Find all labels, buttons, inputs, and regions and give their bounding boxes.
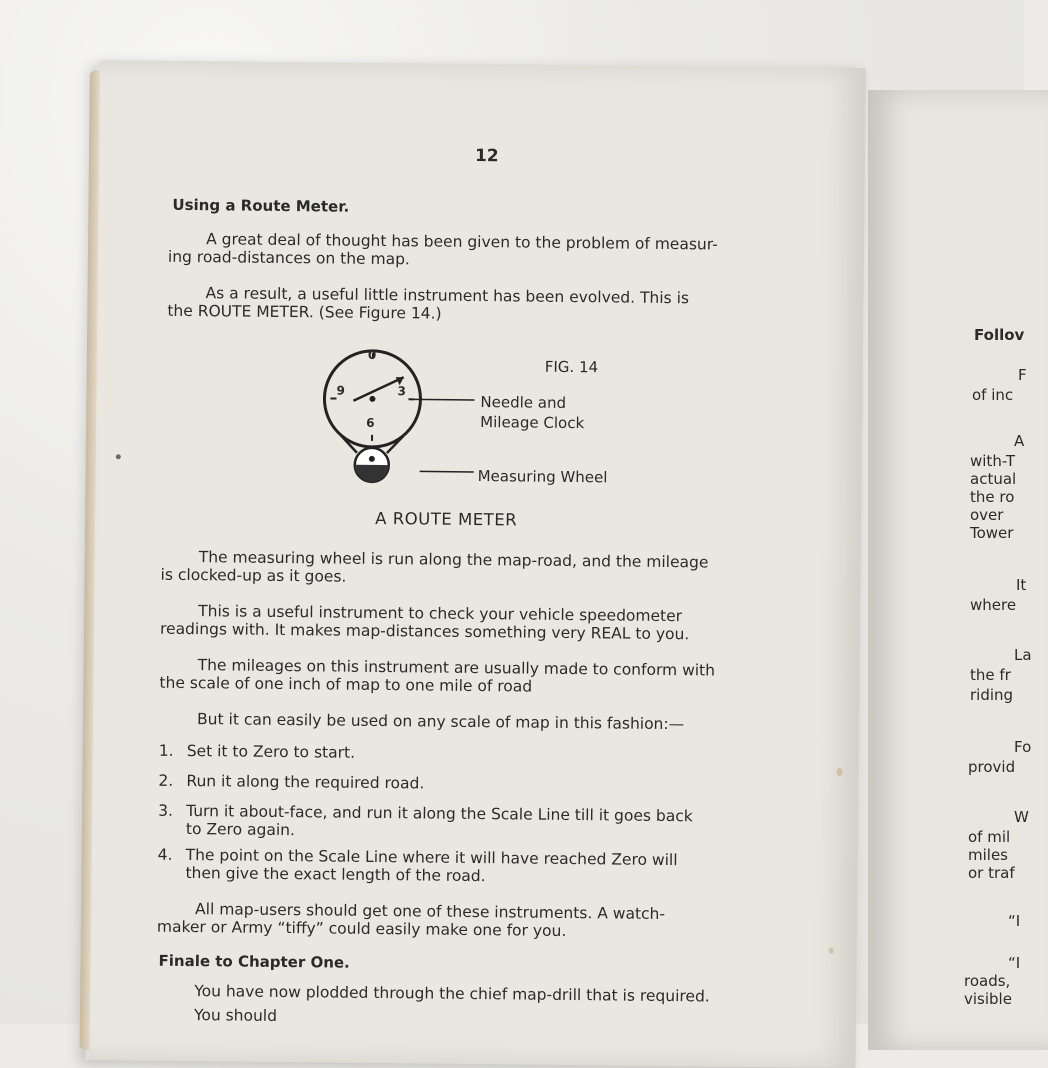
right-page-text: It	[1016, 576, 1026, 594]
list-item: The point on the Scale Line where it will have reached Zero will	[186, 845, 678, 870]
right-page-heading: Follov	[974, 326, 1024, 344]
list-item: to Zero again.	[186, 819, 295, 840]
right-page-text: miles	[968, 846, 1008, 864]
right-page-text: the fr	[970, 666, 1011, 684]
paragraph-line: But it can easily be used on any scale of map in this fashion:—	[197, 709, 684, 734]
list-item: Run it along the required road.	[186, 771, 424, 793]
figure-label: FIG. 14	[545, 357, 599, 378]
right-page-text: over	[970, 506, 1003, 524]
right-page-text: Fo	[1014, 738, 1031, 756]
list-item: then give the exact length of the road.	[185, 863, 485, 886]
right-page-text: “I	[1008, 954, 1020, 972]
right-page-text: W	[1014, 808, 1029, 826]
needle	[353, 377, 403, 402]
callout-lines	[412, 393, 483, 484]
paragraph-line: The mileages on this instrument are usually made to conform with	[198, 655, 716, 680]
dial-number-3: 3	[397, 381, 406, 401]
right-page-text: where	[970, 596, 1016, 614]
right-page-text: Tower	[970, 524, 1013, 542]
list-item: Turn it about-face, and run it along the Scale Line till it goes back	[186, 801, 693, 826]
list-number: 1.	[159, 741, 174, 761]
right-page-text: the ro	[970, 488, 1014, 506]
paragraph-line: You should	[194, 1005, 277, 1026]
paragraph-line: ing road-distances on the map.	[168, 247, 410, 270]
callout-needle-line2: Mileage Clock	[480, 412, 584, 433]
list-number: 3.	[158, 801, 173, 821]
right-page-text: riding	[970, 686, 1013, 704]
right-page-text: visible	[964, 990, 1012, 1008]
paragraph-line: The measuring wheel is run along the map-road, and the mileage	[199, 547, 709, 572]
list-number: 2.	[158, 771, 173, 791]
right-page-text: La	[1014, 646, 1032, 664]
callout-wheel: Measuring Wheel	[478, 466, 608, 487]
right-page-text: of inc	[972, 386, 1013, 404]
paragraph-line: All map-users should get one of these instruments. A watch-	[195, 899, 665, 924]
right-page-text: A	[1014, 432, 1024, 450]
paragraph-line: maker or Army “tiffy” could easily make one for you.	[157, 917, 567, 941]
right-page-text: of mil	[968, 828, 1010, 846]
right-page-text: with-T	[970, 452, 1015, 470]
list-number: 4.	[158, 845, 173, 865]
left-page	[86, 60, 866, 1068]
dial-number-0: 0	[368, 345, 377, 365]
paragraph-line: As a result, a useful little instrument has been evolved. This is	[205, 283, 689, 308]
ink-dot	[116, 454, 121, 459]
dial-number-6: 6	[366, 413, 375, 433]
paragraph-line: You have now plodded through the chief map-drill that is required.	[194, 981, 710, 1006]
figure-caption: A ROUTE METER	[375, 509, 517, 530]
page-number: 12	[475, 146, 499, 166]
paragraph-line: A great deal of thought has been given to the problem of measur-	[206, 229, 718, 254]
right-page-text: provid	[968, 758, 1015, 776]
right-page	[868, 90, 1048, 1050]
right-page-text: actual	[970, 470, 1016, 488]
section-heading: Finale to Chapter One.	[158, 951, 349, 973]
callout-needle-line1: Needle and	[480, 392, 566, 413]
paragraph-line: readings with. It makes map-distances something very REAL to you.	[160, 619, 689, 645]
paragraph-line: is clocked-up as it goes.	[161, 565, 347, 587]
right-page-text: or traf	[968, 864, 1015, 882]
right-page-text: roads,	[964, 972, 1010, 990]
age-spot	[837, 768, 843, 776]
paragraph-line: the ROUTE METER. (See Figure 14.)	[167, 301, 441, 324]
right-page-text: F	[1018, 366, 1027, 384]
dial-number-9: 9	[336, 381, 345, 401]
section-heading: Using a Route Meter.	[172, 195, 349, 217]
right-page-text: “I	[1008, 912, 1020, 930]
age-spot	[829, 948, 834, 954]
list-item: Set it to Zero to start.	[187, 741, 355, 763]
paragraph-line: This is a useful instrument to check your vehicle speedometer	[198, 601, 682, 626]
paragraph-line: the scale of one inch of map to one mile of road	[159, 673, 532, 697]
